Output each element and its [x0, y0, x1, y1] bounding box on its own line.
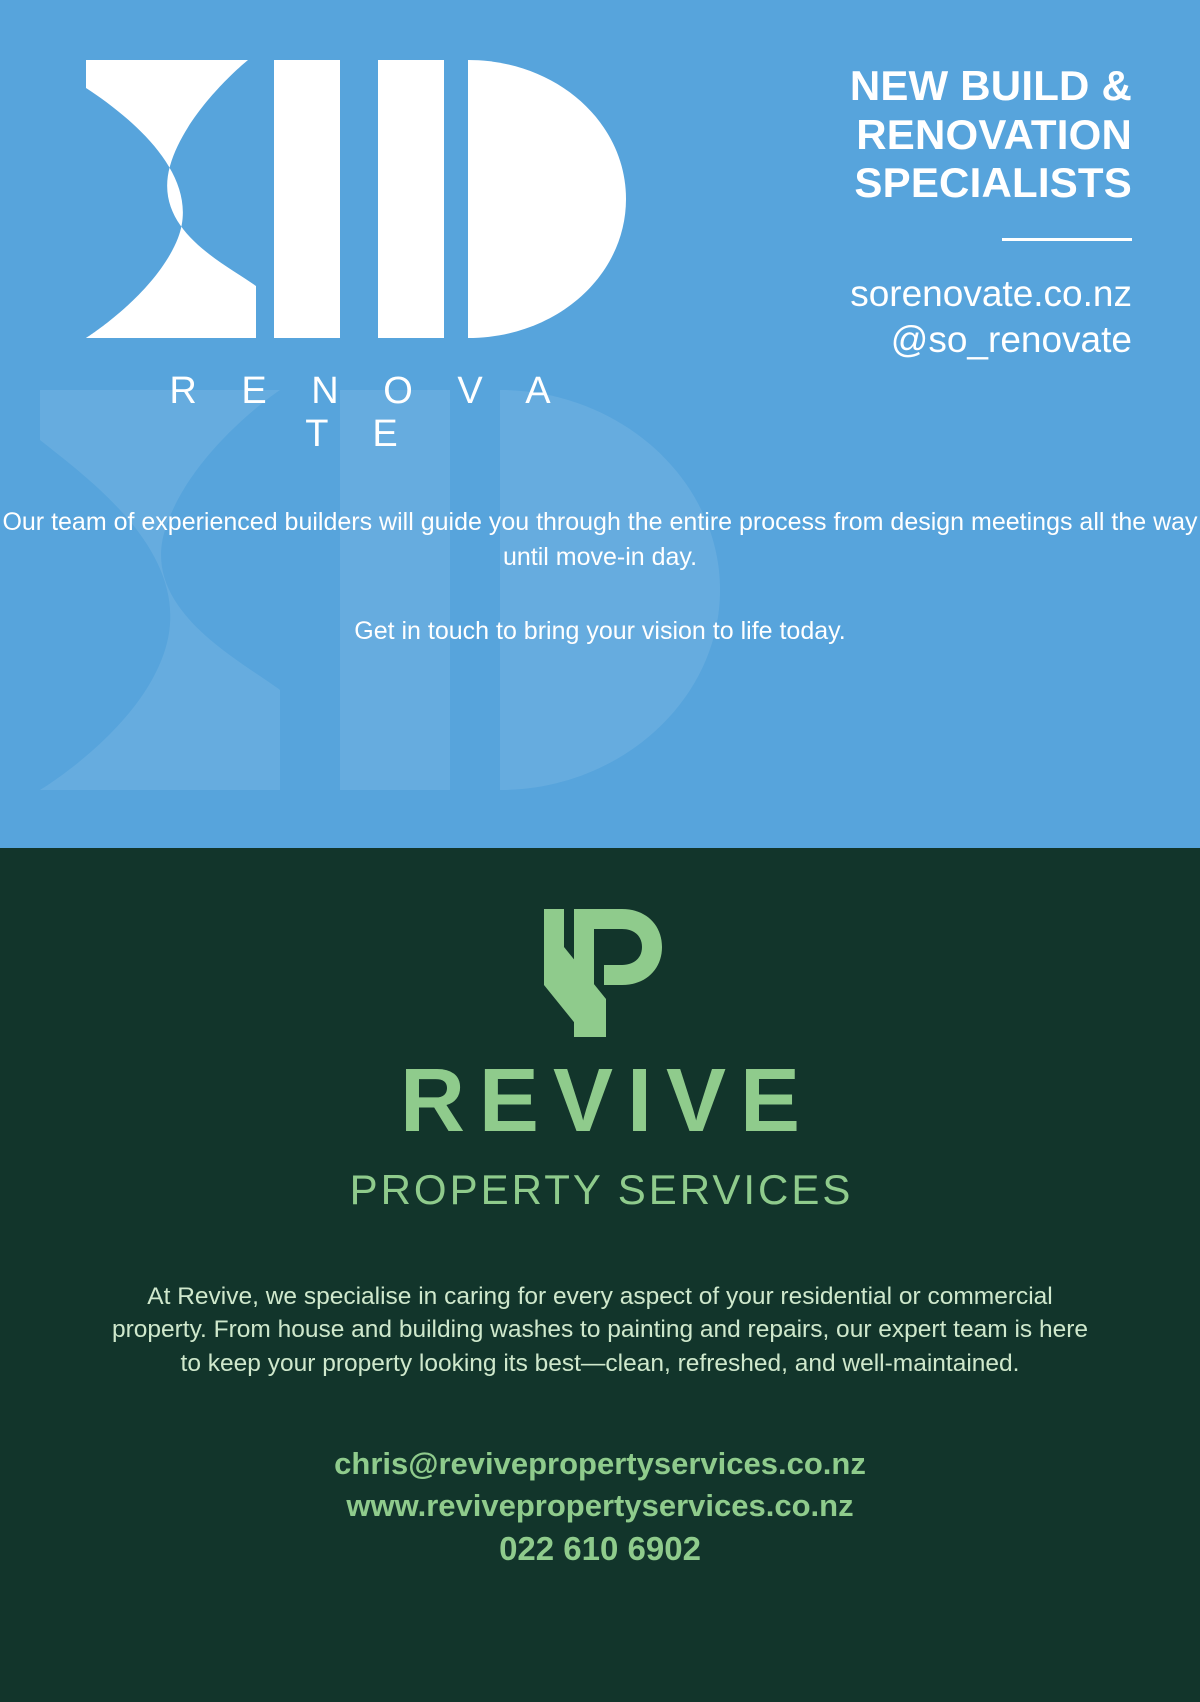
revive-panel	[0, 848, 1200, 1702]
so-paragraph-2: Get in touch to bring your vision to life today.	[354, 617, 846, 645]
so-wordmark: R E N O V A T E	[169, 370, 568, 455]
so-headline: NEW BUILD & RENOVATION SPECIALISTS	[849, 62, 1132, 207]
revive-paragraph: At Revive, we specialise in caring for every aspect of your residential or commercial property. From house and building washes to painting and repairs, our expert team is here to keep your property looking its best—clean, refreshed, and well-maintained.	[111, 1283, 1088, 1377]
revive-wordmark: REVIVE	[399, 1051, 815, 1151]
so-logo-mark	[78, 48, 628, 348]
revive-logo-mark	[530, 903, 670, 1043]
revive-tagline: PROPERTY SERVICES	[349, 1166, 854, 1213]
divider-rule	[1002, 238, 1132, 241]
revive-website[interactable]: www.revivepropertyservices.co.nz	[346, 1487, 854, 1523]
revive-contact-block	[0, 1443, 1200, 1571]
revive-email[interactable]: chris@revivepropertyservices.co.nz	[334, 1446, 866, 1481]
revive-phone[interactable]: 022 610 6902	[499, 1529, 701, 1567]
so-copy-block	[0, 505, 1200, 649]
so-headline-block	[712, 62, 1132, 364]
so-renovate-panel	[0, 0, 1200, 848]
so-paragraph-1: Our team of experienced builders will guide you through the entire process from design meetings all the way until move-in day.	[2, 508, 1198, 571]
so-social-handle[interactable]: @so_renovate	[890, 319, 1132, 361]
so-website[interactable]: sorenovate.co.nz	[850, 273, 1132, 315]
